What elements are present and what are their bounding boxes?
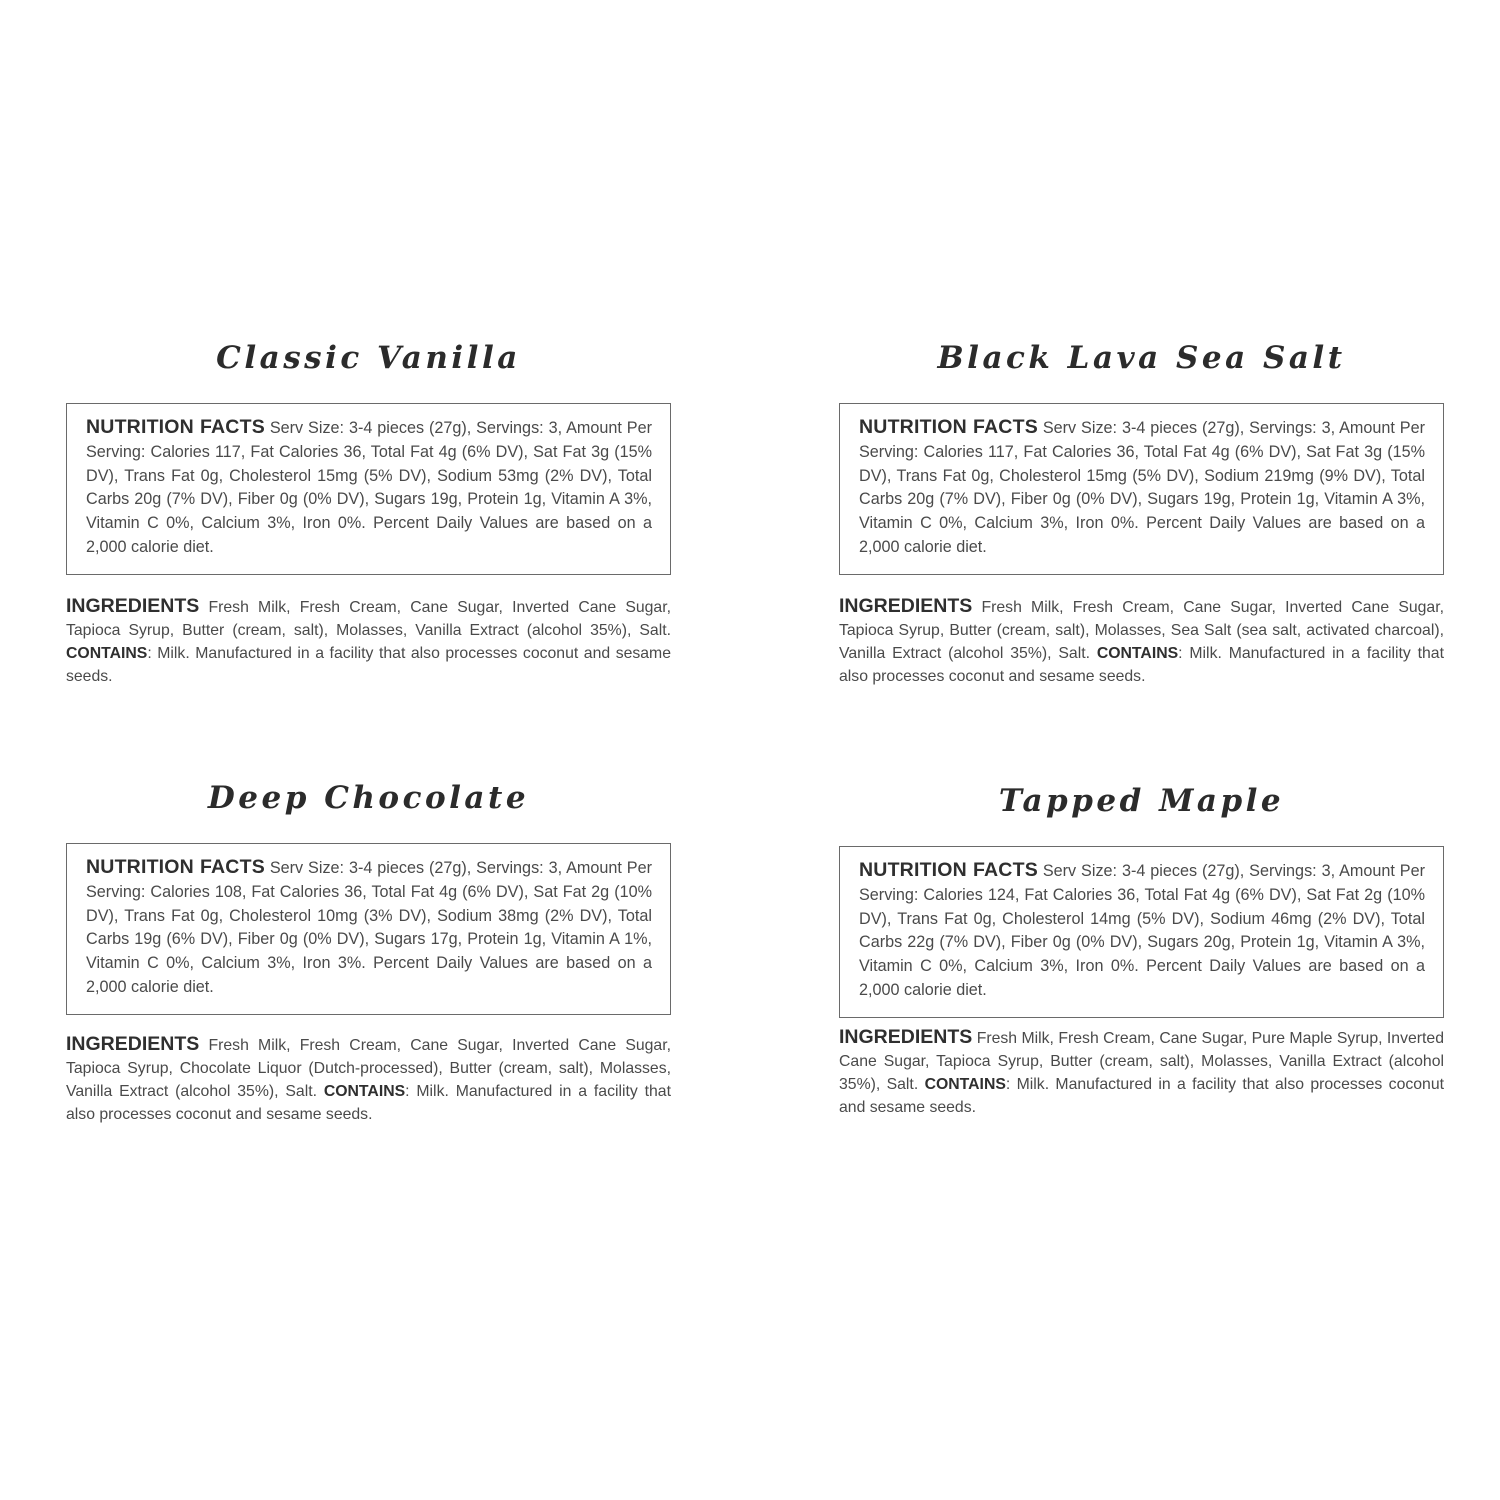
contains-heading: CONTAINS [66,644,148,662]
contains-text: : Milk. Manufactured in a facility that also processes coconut and sesame seeds. [66,1082,671,1123]
nutrition-facts-heading: NUTRITION FACTS [86,856,265,878]
nutrition-facts-box [66,843,671,1015]
nutrition-facts-heading: NUTRITION FACTS [859,859,1038,881]
nutrition-facts-box [66,403,671,575]
product-title: Classic Vanilla [216,340,521,376]
nutrition-facts-text: Serv Size: 3-4 pieces (27g), Servings: 3, Amount Per Serving: Calories 117, Fat Calories 36, Total Fat 4g (6% DV), Sat Fat 3g (15% DV), Trans Fat 0g, Cholesterol 15mg (5% DV), Sodium 219mg (9% DV), Total Carbs 20g (7% DV), Fiber 0g (0% DV), Sugars 19g, Protein 1g, Vitamin A 3%, Vitamin C 0%, Calcium 3%, Iron 0%. Percent Daily Values are based on a 2,000 calorie diet. [859,419,1425,556]
nutrition-facts-text: Serv Size: 3-4 pieces (27g), Servings: 3, Amount Per Serving: Calories 117, Fat Calories 36, Total Fat 4g (6% DV), Sat Fat 3g (15% DV), Trans Fat 0g, Cholesterol 15mg (5% DV), Sodium 53mg (2% DV), Total Carbs 20g (7% DV), Fiber 0g (0% DV), Sugars 19g, Protein 1g, Vitamin A 3%, Vitamin C 0%, Calcium 3%, Iron 0%. Percent Daily Values are based on a 2,000 calorie diet. [86,419,652,556]
contains-text: : Milk. Manufactured in a facility that also processes coconut and sesame seeds. [66,644,671,685]
product-title: Tapped Maple [998,783,1285,819]
nutrition-facts-heading: NUTRITION FACTS [859,416,1038,438]
product-title: Black Lava Sea Salt [937,340,1346,376]
product-card-deep-chocolate [66,775,671,1126]
nutrition-facts-text: Serv Size: 3-4 pieces (27g), Servings: 3, Amount Per Serving: Calories 108, Fat Calories 36, Total Fat 4g (6% DV), Sat Fat 2g (10% DV), Trans Fat 0g, Cholesterol 10mg (3% DV), Sodium 38mg (2% DV), Total Carbs 19g (6% DV), Fiber 0g (0% DV), Sugars 17g, Protein 1g, Vitamin A 1%, Vitamin C 0%, Calcium 3%, Iron 3%. Percent Daily Values are based on a 2,000 calorie diet. [86,859,652,996]
ingredients-text: Fresh Milk, Fresh Cream, Cane Sugar, Inverted Cane Sugar, Tapioca Syrup, Butter (cream, salt), Molasses, Vanilla Extract (alcohol 35%), Salt. [66,598,671,639]
ingredients-text: Fresh Milk, Fresh Cream, Cane Sugar, Inverted Cane Sugar, Tapioca Syrup, Butter (cream, salt), Molasses, Sea Salt (sea salt, activated charcoal), Vanilla Extract (alcohol 35%), Salt. [839,598,1444,662]
ingredients-text: Fresh Milk, Fresh Cream, Cane Sugar, Pure Maple Syrup, Inverted Cane Sugar, Tapioca Syrup, Butter (cream, salt), Molasses, Vanilla Extract (alcohol 35%), Salt. [839,1029,1444,1093]
nutrition-facts-box [839,403,1444,575]
product-title: Deep Chocolate [207,780,530,816]
contains-heading: CONTAINS [323,1082,406,1100]
product-card-classic-vanilla [66,335,671,688]
ingredients-text: Fresh Milk, Fresh Cream, Cane Sugar, Inverted Cane Sugar, Tapioca Syrup, Chocolate Liquor (Dutch-processed), Butter (cream, salt), Molasses, Vanilla Extract (alcohol 35%), Salt. [66,1036,671,1100]
nutrition-facts-text: Serv Size: 3-4 pieces (27g), Servings: 3, Amount Per Serving: Calories 124, Fat Calories 36, Total Fat 4g (6% DV), Sat Fat 2g (10% DV), Trans Fat 0g, Cholesterol 14mg (5% DV), Sodium 46mg (2% DV), Total Carbs 22g (7% DV), Fiber 0g (0% DV), Sugars 20g, Protein 1g, Vitamin A 3%, Vitamin C 0%, Calcium 3%, Iron 0%. Percent Daily Values are based on a 2,000 calorie diet. [859,862,1425,999]
contains-text: : Milk. Manufactured in a facility that also processes coconut and sesame seeds. [839,1075,1444,1116]
contains-heading: CONTAINS [924,1075,1006,1093]
contains-text: : Milk. Manufactured in a facility that also processes coconut and sesame seeds. [839,644,1444,685]
ingredients-block [66,1033,671,1126]
nutrition-facts-heading: NUTRITION FACTS [86,416,265,438]
product-card-black-lava-sea-salt [839,335,1444,688]
nutrition-facts-box [839,846,1444,1018]
ingredients-heading: INGREDIENTS [66,1032,200,1055]
product-card-tapped-maple [839,778,1444,1119]
ingredients-block [839,595,1444,688]
contains-heading: CONTAINS [1096,644,1179,662]
ingredients-heading: INGREDIENTS [839,1025,973,1048]
ingredients-block [839,1026,1444,1119]
ingredients-block [66,595,671,688]
ingredients-heading: INGREDIENTS [839,594,973,617]
ingredients-heading: INGREDIENTS [66,594,200,617]
